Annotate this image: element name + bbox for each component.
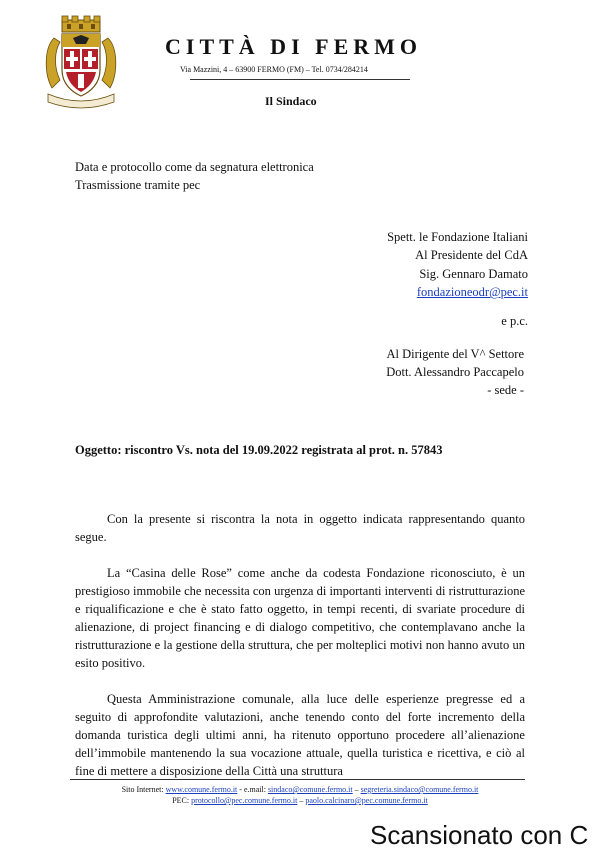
- email-link-sindaco[interactable]: sindaco@comune.fermo.it: [267, 785, 353, 794]
- footer-label: PEC:: [172, 796, 190, 805]
- city-title: CITTÀ DI FERMO: [165, 34, 423, 59]
- body-paragraph: Questa Amministrazione comunale, alla luce delle esperienze pregresse ed a seguito di approfondite valutazioni, anche tenendo conto del forte incremento della domanda turistica degli ultimi anni, ha ritenuto opportuno procedere all’alienazione dell’immobile mantenendo la sua vocazione attuale, quella turistica e ricettiva, e ciò al fine di mettere a disposizione della Città una struttura: [75, 692, 525, 778]
- footer-separator: –: [354, 785, 359, 794]
- crown-icon: [62, 16, 100, 32]
- pec-link-calcinaro[interactable]: paolo.calcinaro@pec.comune.fermo.it: [305, 796, 428, 805]
- cc-addressee-line: - sede -: [487, 383, 524, 397]
- footer-label: - e.mail:: [239, 785, 266, 794]
- scanner-watermark: Scansionato con C: [370, 820, 589, 850]
- pec-link-protocollo[interactable]: protocollo@pec.comune.fermo.it: [191, 796, 298, 805]
- office-title: Il Sindaco: [265, 94, 317, 108]
- letter-body: [75, 510, 525, 798]
- protocol-info: [75, 158, 314, 194]
- city-address: Via Mazzini, 4 – 63900 FERMO (FM) – Tel. 0734/284214: [180, 65, 368, 74]
- body-paragraph: La “Casina delle Rose” come anche da codesta Fondazione riconosciuto, è un prestigioso immobile che necessita con urgenza di importanti interventi di ristrutturazione e riqualificazione e che è stato fatto oggetto, in tempi recenti, di svariate procedure di alienazione, di project financing e di dialogo competitivo, che contemplavano anche la ristrutturazione e la gestione della struttura, che per molteplici motivi non hanno avuto un esito positivo.: [75, 566, 525, 670]
- addressee-email-link[interactable]: fondazioneodr@pec.it: [416, 285, 528, 300]
- addressee-block: [387, 228, 528, 302]
- protocol-line: Data e protocollo come da segnatura elettronica: [75, 160, 314, 174]
- addressee-line: Al Presidente del CdA: [415, 248, 528, 263]
- cc-addressee-line: Al Dirigente del V^ Settore: [386, 347, 524, 361]
- header-divider: [190, 79, 410, 80]
- body-paragraph: Con la presente si riscontra la nota in oggetto indicata rappresentando quanto segue.: [75, 512, 525, 544]
- cc-addressee-block: [386, 345, 524, 399]
- footer-separator: –: [299, 796, 304, 805]
- website-link[interactable]: www.comune.fermo.it: [165, 785, 238, 794]
- addressee-line: Sig. Gennaro Damato: [419, 266, 528, 281]
- letter-footer: [70, 784, 530, 806]
- addressee-line: Spett. le Fondazione Italiani: [387, 230, 528, 244]
- city-crest-logo: [40, 14, 122, 110]
- cc-addressee-line: Dott. Alessandro Paccapelo: [386, 365, 524, 379]
- cc-label: e p.c.: [501, 314, 528, 328]
- email-link-segreteria[interactable]: segreteria.sindaco@comune.fermo.it: [360, 785, 479, 794]
- transmission-line: Trasmissione tramite pec: [75, 178, 201, 192]
- footer-divider: [70, 779, 525, 780]
- letter-subject: Oggetto: riscontro Vs. nota del 19.09.2022 registrata al prot. n. 57843: [75, 443, 443, 457]
- footer-label: Sito Internet:: [121, 785, 164, 794]
